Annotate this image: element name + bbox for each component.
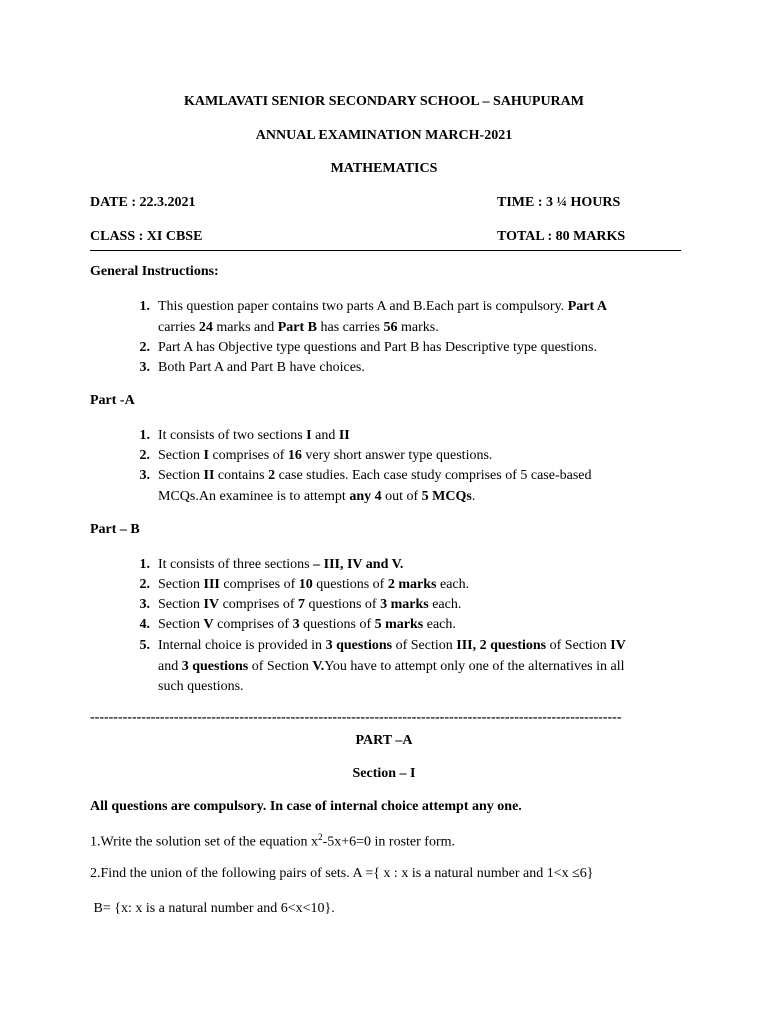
exam-date: DATE : 22.3.2021 xyxy=(90,195,196,210)
list-item xyxy=(130,297,690,338)
part-b-heading: Part – B xyxy=(90,522,140,537)
item-number: 3. xyxy=(139,360,150,375)
item-text: Both Part A and Part B have choices. xyxy=(158,360,365,375)
item-text: Internal choice is provided in 3 questions of Section III, 2 questions of Section IV and 3 questions of Section V.You have to attempt only one of the alternatives in all such questions. xyxy=(158,638,626,694)
item-number: 2. xyxy=(139,448,150,463)
item-number: 3. xyxy=(139,468,150,483)
exam-time: TIME : 3 ¼ HOURS xyxy=(497,195,621,210)
exam-title: ANNUAL EXAMINATION MARCH-2021 xyxy=(255,128,513,143)
item-text: Section IV comprises of 7 questions of 3 marks each. xyxy=(158,597,462,612)
item-number: 3. xyxy=(139,597,150,612)
question-1: 1.Write the solution set of the equation $x^2-5x+6=0$ in roster form. xyxy=(90,832,455,850)
item-number: 1. xyxy=(139,557,150,572)
item-number: 4. xyxy=(139,617,150,632)
item-text: It consists of two sections I and II xyxy=(158,428,350,443)
question-2-continuation: B= {x: x is a natural number and 6<x<10}. xyxy=(90,901,335,916)
general-instructions-heading: General Instructions: xyxy=(90,264,219,279)
item-text: This question paper contains two parts A and B.Each part is compulsory. Part A carries 24 marks and Part B has carries 56 marks. xyxy=(158,299,607,335)
item-number: 1. xyxy=(139,428,150,443)
section-title: Section – I xyxy=(352,766,416,781)
list-item xyxy=(130,636,690,698)
item-text: Section II contains 2 case studies. Each case study comprises of 5 case-based MCQs.An examinee is to attempt any 4 out of 5 MCQs. xyxy=(158,468,592,504)
item-number: 1. xyxy=(139,299,150,314)
item-text: Part A has Objective type questions and Part B has Descriptive type questions. xyxy=(158,340,597,355)
item-text: Section V comprises of 3 questions of 5 marks each. xyxy=(158,617,456,632)
part-title: PART –A xyxy=(355,733,413,748)
header-rule xyxy=(90,250,681,251)
item-number: 2. xyxy=(139,340,150,355)
item-text: Section I comprises of 16 very short answer type questions. xyxy=(158,448,493,463)
item-text: Section III comprises of 10 questions of 2 marks each. xyxy=(158,577,470,592)
dashed-divider: ------------------------------------------------------------------------------------------------------------------ xyxy=(90,710,622,725)
list-item xyxy=(130,466,690,507)
section-instruction: All questions are compulsory. In case of internal choice attempt any one. xyxy=(90,799,522,814)
school-name: KAMLAVATI SENIOR SECONDARY SCHOOL – SAHUPURAM xyxy=(184,94,584,109)
exam-total: TOTAL : 80 MARKS xyxy=(497,229,626,244)
item-number: 5. xyxy=(139,638,150,653)
part-a-heading: Part -A xyxy=(90,393,135,408)
exam-class: CLASS : XI CBSE xyxy=(90,229,203,244)
subject-title: MATHEMATICS xyxy=(330,161,438,176)
question-2: 2.Find the union of the following pairs of sets. A ={ x : x is a natural number and 1<x ≤6} xyxy=(90,866,594,881)
item-text: It consists of three sections – III, IV and V. xyxy=(158,557,404,572)
item-number: 2. xyxy=(139,577,150,592)
